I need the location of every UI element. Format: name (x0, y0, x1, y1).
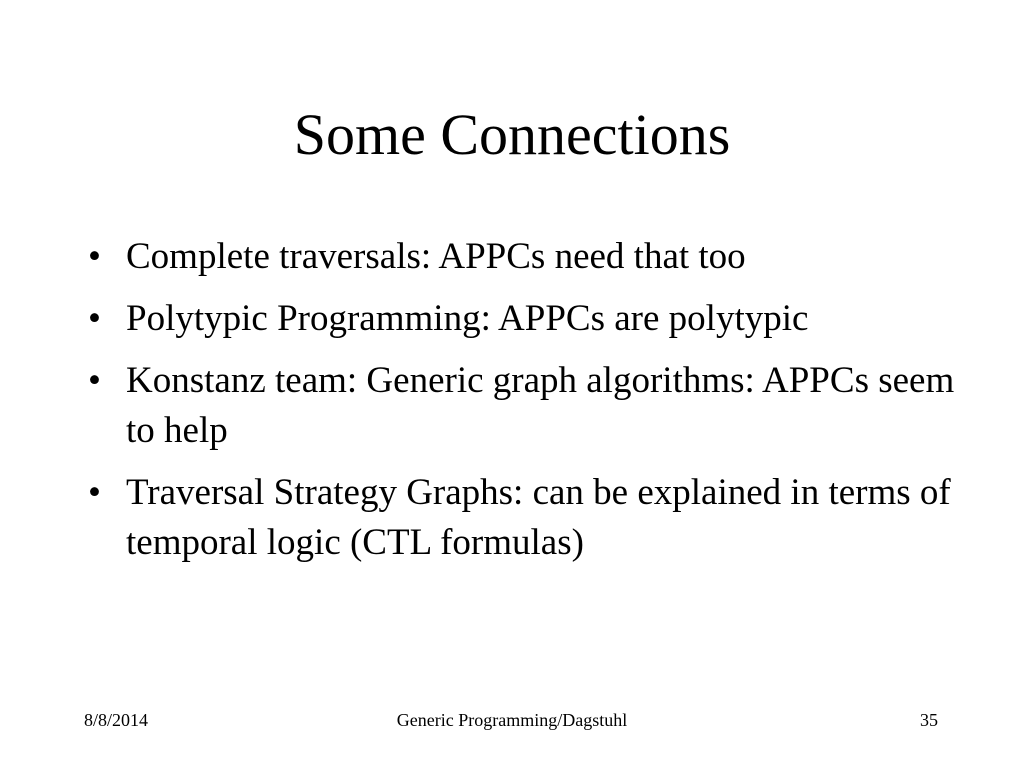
bullet-icon: • (88, 472, 101, 513)
bullet-text: Konstanz team: Generic graph algorithms: APPCs seem to help (126, 360, 955, 451)
bullet-item-1 (84, 232, 964, 282)
footer-title: Generic Programming/Dagstuhl (396, 710, 628, 730)
bullet-icon: • (88, 360, 101, 401)
page-number: 35 (920, 710, 938, 730)
footer-date: 8/8/2014 (84, 710, 149, 730)
bullet-text: Complete traversals: APPCs need that too (126, 236, 746, 277)
bullet-text: Traversal Strategy Graphs: can be explained in terms of temporal logic (CTL formulas) (126, 472, 951, 563)
slide-title: Some Connections (293, 102, 731, 167)
bullet-icon: • (88, 236, 101, 277)
bullet-text: Polytypic Programming: APPCs are polytypic (126, 298, 809, 339)
bullet-item-2 (84, 294, 964, 344)
bullet-item-3 (84, 356, 964, 456)
bullet-list (84, 232, 964, 580)
bullet-item-4 (84, 468, 964, 568)
bullet-icon: • (88, 298, 101, 339)
